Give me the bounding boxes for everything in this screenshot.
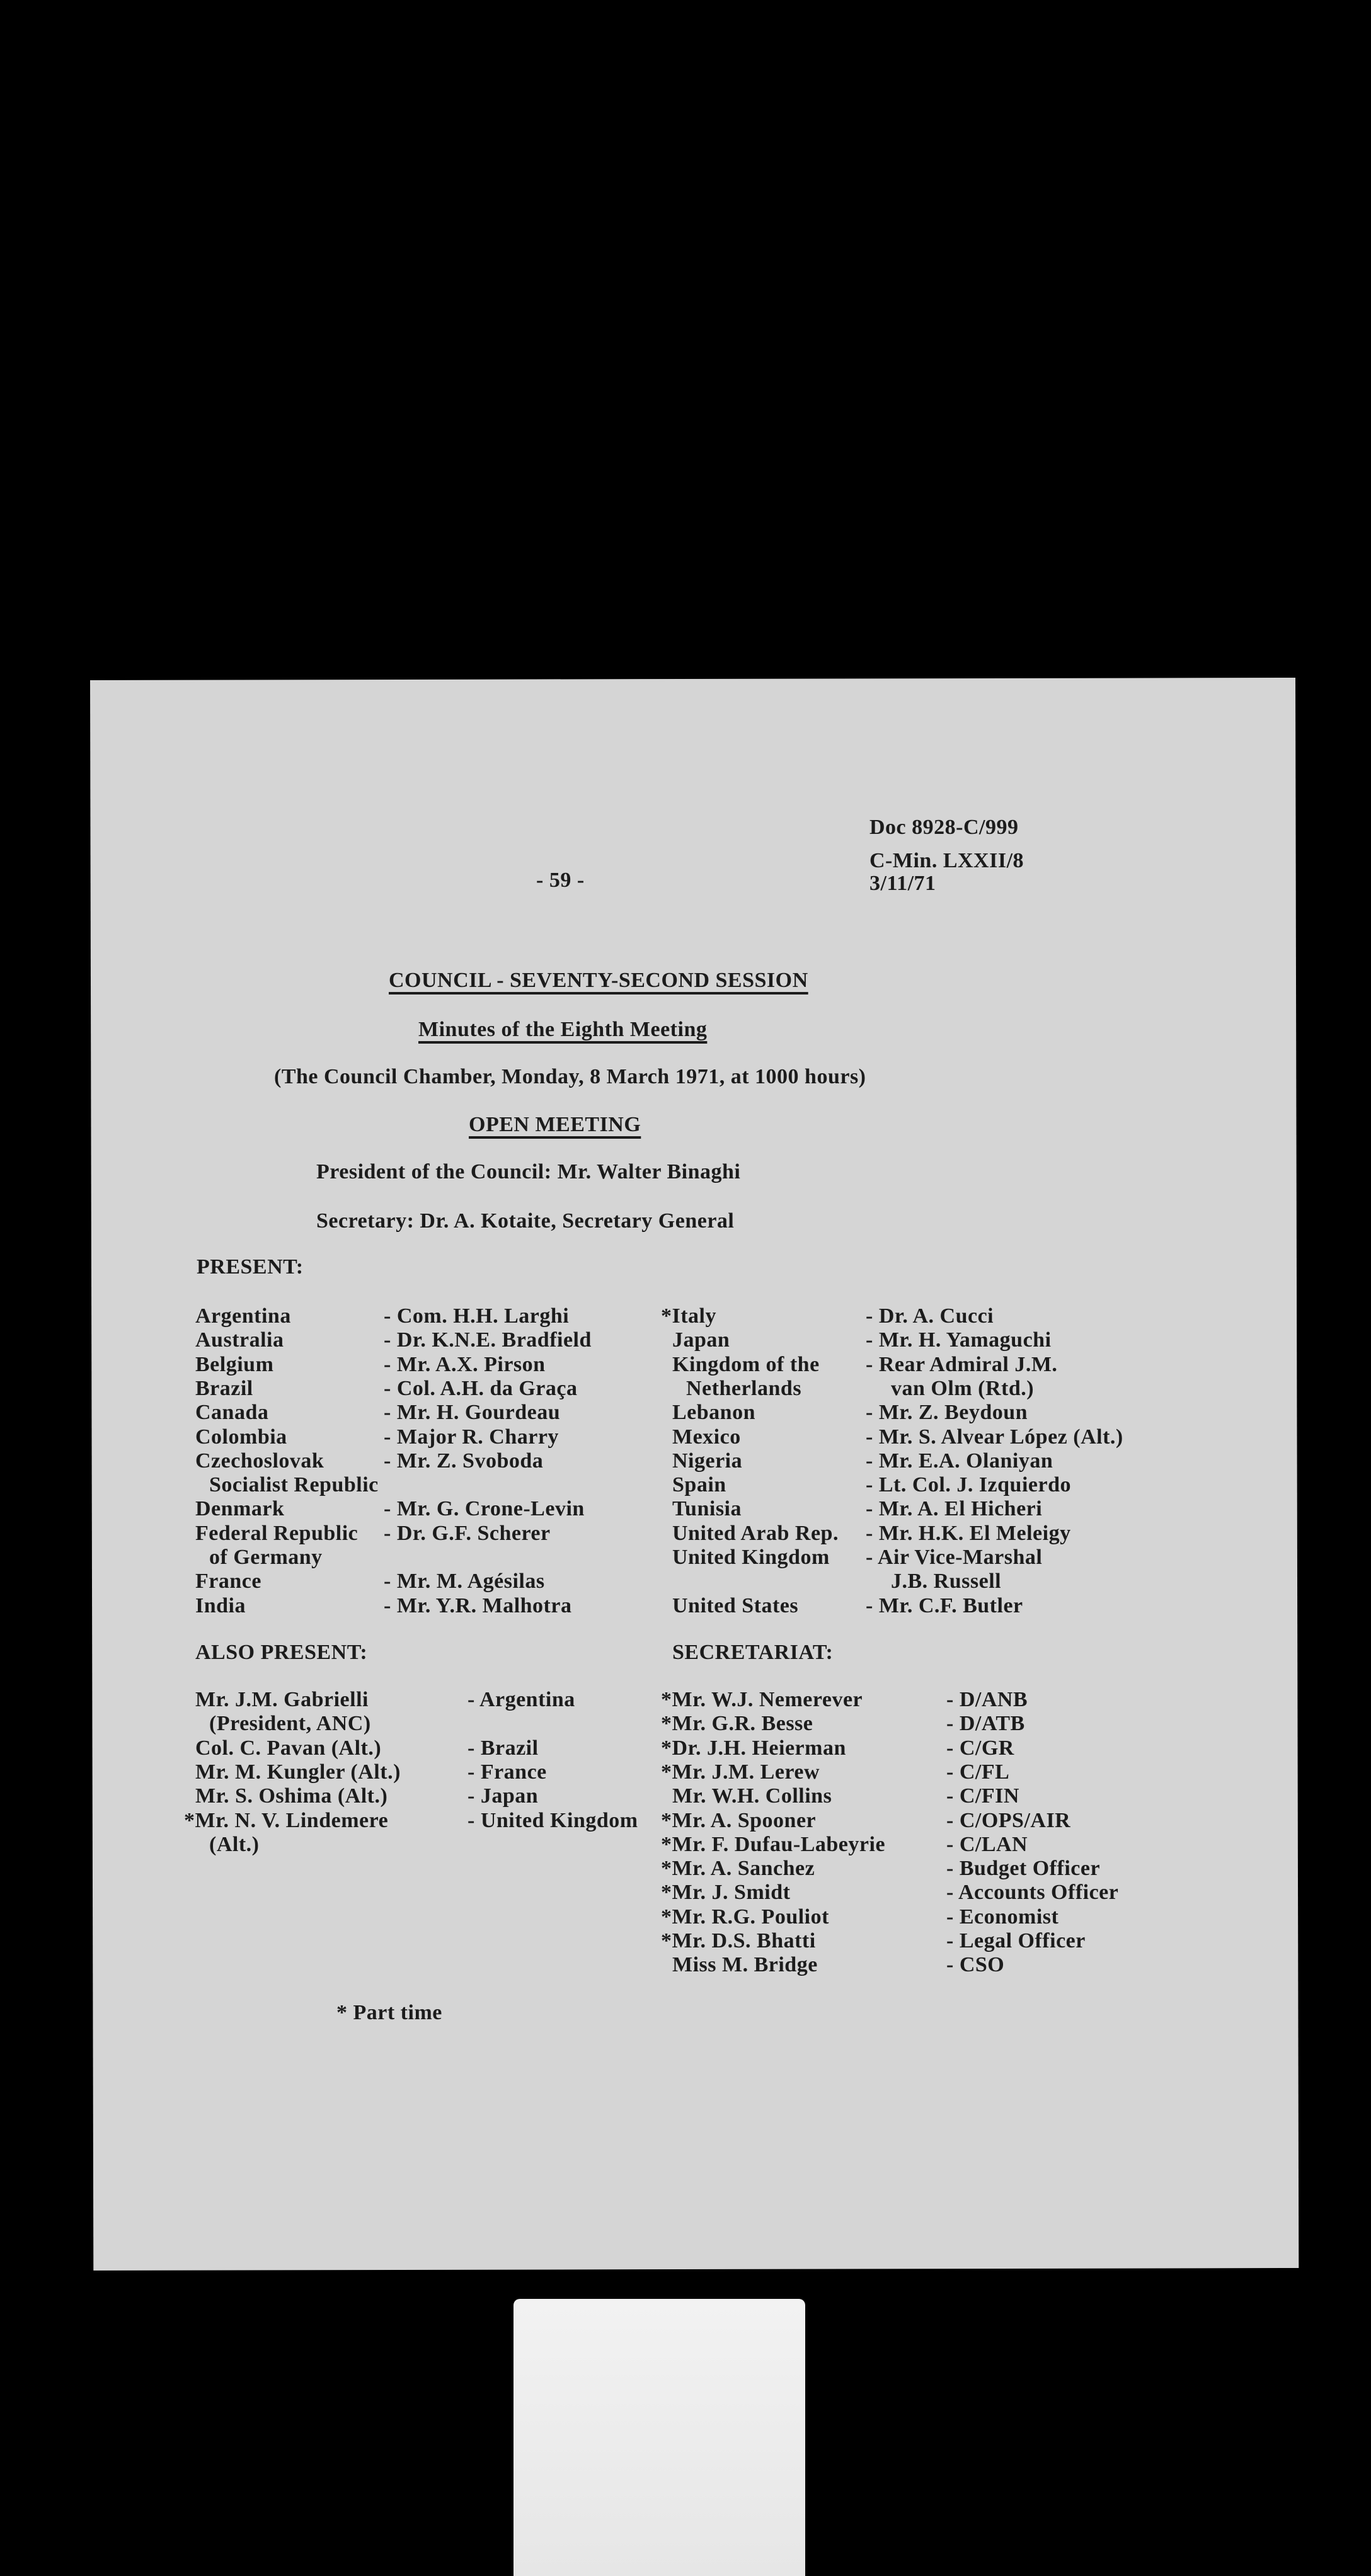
- entry-detail: - Accounts Officer: [946, 1881, 1119, 1905]
- entry-detail: - France: [468, 1760, 547, 1784]
- also-present-heading: ALSO PRESENT:: [195, 1641, 368, 1664]
- entry-name: Mexico: [672, 1425, 741, 1449]
- entry-detail: - Mr. H. Gourdeau: [384, 1401, 561, 1425]
- entry-detail: - C/GR: [946, 1736, 1014, 1760]
- entry-name: *Mr. F. Dufau-Labeyrie: [661, 1832, 886, 1856]
- entry-detail: - Mr. C.F. Butler: [866, 1593, 1023, 1617]
- doc-number: Doc 8928-C/999: [869, 816, 1019, 839]
- entry-name: Col. C. Pavan (Alt.): [195, 1736, 382, 1760]
- entry-detail: - Economist: [946, 1905, 1059, 1929]
- entry-detail: - Mr. S. Alvear López (Alt.): [866, 1425, 1123, 1449]
- entry-name: Mr. S. Oshima (Alt.): [195, 1784, 388, 1808]
- part-time-footnote: * Part time: [336, 2001, 442, 2024]
- entry-detail: - Mr. H.K. El Meleigy: [866, 1521, 1071, 1545]
- entry-name: India: [195, 1593, 246, 1617]
- entry-detail-continued: J.B. Russell: [891, 1570, 1002, 1593]
- entry-name: *Mr. J.M. Lerew: [661, 1760, 820, 1784]
- entry-name: Mr. M. Kungler (Alt.): [195, 1760, 401, 1784]
- entry-name: Japan: [672, 1328, 730, 1352]
- entry-detail: - Air Vice-Marshal: [866, 1546, 1043, 1569]
- entry-detail: - Budget Officer: [946, 1857, 1101, 1881]
- entry-detail: - Mr. A.X. Pirson: [384, 1352, 546, 1376]
- entry-name: Lebanon: [672, 1401, 755, 1425]
- entry-name: Nigeria: [672, 1449, 743, 1473]
- minutes-reference: C-Min. LXXII/8: [869, 849, 1024, 872]
- entry-detail: - Dr. A. Cucci: [866, 1304, 994, 1328]
- entry-name: Tunisia: [672, 1497, 742, 1521]
- open-meeting-heading: OPEN MEETING: [469, 1113, 641, 1136]
- entry-name: United Kingdom: [672, 1546, 830, 1569]
- entry-name: Federal Republic: [195, 1521, 359, 1545]
- entry-detail: - Mr. H. Yamaguchi: [866, 1328, 1052, 1352]
- entry-detail: - Mr. Z. Svoboda: [384, 1449, 544, 1473]
- secretary-line: Secretary: Dr. A. Kotaite, Secretary General: [316, 1209, 735, 1233]
- entry-name: *Mr. N. V. Lindemere: [184, 1808, 389, 1832]
- entry-name: Belgium: [195, 1352, 274, 1376]
- president-line: President of the Council: Mr. Walter Binaghi: [316, 1160, 741, 1183]
- entry-detail: - Mr. Z. Beydoun: [866, 1401, 1028, 1425]
- entry-name: Spain: [672, 1473, 726, 1497]
- entry-detail: - C/LAN: [946, 1832, 1028, 1856]
- entry-detail: - D/ATB: [946, 1712, 1025, 1736]
- entry-name-continued: (Alt.): [209, 1832, 260, 1856]
- meeting-location: (The Council Chamber, Monday, 8 March 1971, at 1000 hours): [274, 1065, 866, 1088]
- present-heading: PRESENT:: [197, 1255, 304, 1279]
- entry-name: *Mr. D.S. Bhatti: [661, 1929, 816, 1952]
- entry-detail: - Japan: [468, 1784, 539, 1808]
- entry-name-continued: Netherlands: [686, 1376, 802, 1400]
- entry-name-continued: Socialist Republic: [209, 1473, 379, 1497]
- page-number: - 59 -: [536, 869, 585, 892]
- entry-detail: - Dr. G.F. Scherer: [384, 1521, 551, 1545]
- entry-detail: - Col. A.H. da Graça: [384, 1376, 578, 1400]
- entry-name-continued: (President, ANC): [209, 1712, 371, 1736]
- reference-date: 3/11/71: [869, 872, 936, 895]
- entry-detail: - Mr. Y.R. Malhotra: [384, 1593, 572, 1617]
- entry-name: Australia: [195, 1328, 284, 1352]
- entry-name: Denmark: [195, 1497, 285, 1521]
- entry-name: France: [195, 1570, 261, 1593]
- paper-slip: [513, 2299, 805, 2576]
- entry-name: *Mr. G.R. Besse: [661, 1712, 813, 1736]
- entry-detail-continued: van Olm (Rtd.): [891, 1376, 1035, 1400]
- entry-name: *Mr. J. Smidt: [661, 1881, 791, 1905]
- entry-detail: - United Kingdom: [468, 1808, 638, 1832]
- entry-name-continued: of Germany: [209, 1546, 323, 1569]
- entry-detail: - Com. H.H. Larghi: [384, 1304, 570, 1328]
- entry-detail: - D/ANB: [946, 1688, 1028, 1711]
- entry-detail: - Mr. M. Agésilas: [384, 1570, 545, 1593]
- entry-name: Brazil: [195, 1376, 253, 1400]
- entry-detail: - Major R. Charry: [384, 1425, 559, 1449]
- entry-name: Czechoslovak: [195, 1449, 324, 1473]
- entry-name: *Italy: [661, 1304, 716, 1328]
- entry-detail: - C/FIN: [946, 1784, 1019, 1808]
- entry-name: *Mr. A. Sanchez: [661, 1857, 815, 1881]
- entry-name: *Mr. A. Spooner: [661, 1808, 817, 1832]
- secretariat-heading: SECRETARIAT:: [672, 1641, 834, 1664]
- entry-detail: - Argentina: [468, 1688, 575, 1711]
- entry-name: Mr. W.H. Collins: [672, 1784, 832, 1808]
- entry-name: *Mr. W.J. Nemerever: [661, 1688, 863, 1711]
- entry-name: *Mr. R.G. Pouliot: [661, 1905, 829, 1929]
- session-title: COUNCIL - SEVENTY-SECOND SESSION: [389, 969, 808, 992]
- entry-name: Mr. J.M. Gabrielli: [195, 1688, 369, 1711]
- entry-detail: - CSO: [946, 1953, 1005, 1977]
- meeting-title: Minutes of the Eighth Meeting: [418, 1018, 708, 1041]
- entry-detail: - Mr. E.A. Olaniyan: [866, 1449, 1053, 1473]
- entry-name: United States: [672, 1593, 799, 1617]
- entry-detail: - Legal Officer: [946, 1929, 1086, 1952]
- entry-detail: - Lt. Col. J. Izquierdo: [866, 1473, 1071, 1497]
- entry-name: Colombia: [195, 1425, 287, 1449]
- entry-name: Canada: [195, 1401, 269, 1425]
- entry-name: Miss M. Bridge: [672, 1953, 818, 1977]
- entry-name: Argentina: [195, 1304, 291, 1328]
- entry-detail: - Mr. A. El Hicheri: [866, 1497, 1043, 1521]
- entry-detail: - Brazil: [468, 1736, 539, 1760]
- entry-detail: - Rear Admiral J.M.: [866, 1352, 1058, 1376]
- entry-detail: - Mr. G. Crone-Levin: [384, 1497, 585, 1521]
- entry-detail: - C/FL: [946, 1760, 1010, 1784]
- entry-detail: - C/OPS/AIR: [946, 1808, 1071, 1832]
- entry-name: *Dr. J.H. Heierman: [661, 1736, 846, 1760]
- entry-name: Kingdom of the: [672, 1352, 820, 1376]
- entry-detail: - Dr. K.N.E. Bradfield: [384, 1328, 592, 1352]
- entry-name: United Arab Rep.: [672, 1521, 839, 1545]
